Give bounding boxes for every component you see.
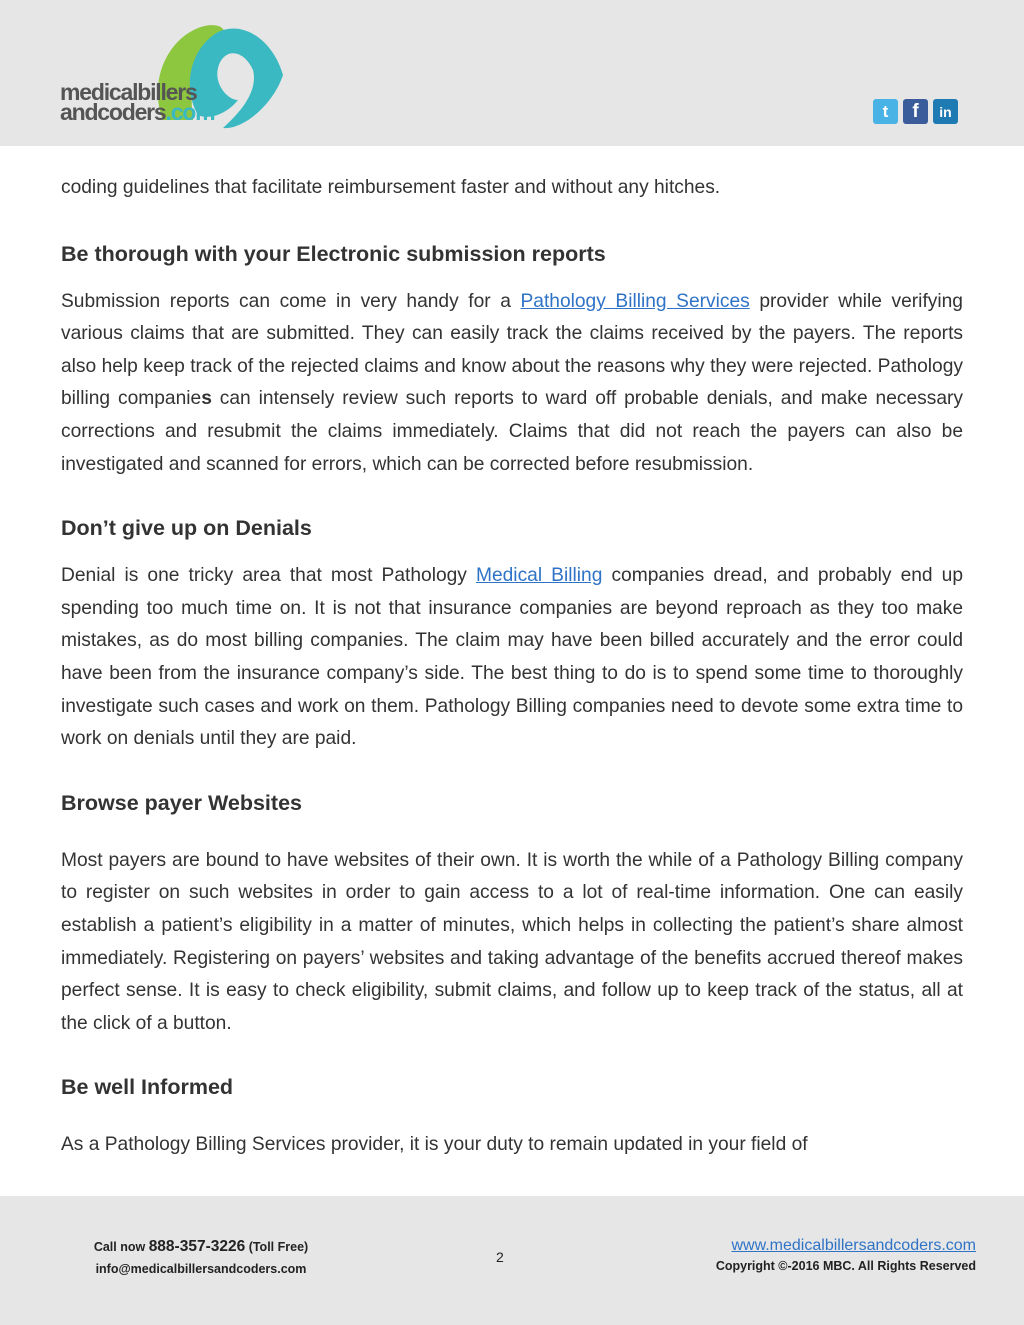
intro-paragraph: coding guidelines that facilitate reimbursement faster and without any hitches.	[61, 177, 721, 198]
twitter-icon[interactable]: t	[873, 99, 898, 124]
toll-free-label: (Toll Free)	[245, 1240, 309, 1254]
text-run: provider while verifying various claims that are submitted. They can easily track the claims received by the payers. The reports also help keep track of the rejected claims and know about the reasons why they were rejected. Pathology billing companie	[61, 290, 963, 410]
phone-number[interactable]: 888-357-3226	[148, 1238, 246, 1255]
page-header	[0, 0, 1024, 146]
call-now-label: Call now	[93, 1240, 149, 1254]
logo-line-1: medicalbillers	[60, 79, 197, 105]
contact-email[interactable]: info@medicalbillersandcoders.com	[95, 1262, 307, 1276]
section-heading-submission-reports: Be thorough with your Electronic submission reports	[61, 241, 606, 266]
text-run: companies dread, and probably end up spending too much time on. It is not that insurance companies are beyond reproach as they too make mistakes, as do most billing companies. The claim may have been billed accurately and the error could have been from the insurance company’s side. The best thing to do is to spend some time to thoroughly investigate such cases and work on them. Pathology Billing companies need to devote some extra time to work on denials until they are paid.	[61, 565, 964, 750]
copyright-text: Copyright ©-2016 MBC. All Rights Reserved	[715, 1259, 976, 1273]
footer-contact	[81, 1236, 321, 1280]
section-paragraph-payer-websites: Most payers are bound to have websites of their own. It is worth the while of a Pathology Billing company to register on such websites in order to gain access to a lot of real-time information. One can easily establish a patient’s eligibility in a matter of minutes, which helps in collecting the patient’s share almost immediately. Registering on payers’ websites and taking advantage of the benefits accrued thereof makes perfect sense. It is easy to check eligibility, submit claims, and follow up to keep track of the status, all at the click of a button.	[61, 849, 963, 1034]
page-number: 2	[496, 1249, 504, 1265]
footer-site-info	[716, 1236, 976, 1276]
section-heading-well-informed: Be well Informed	[61, 1075, 234, 1100]
facebook-icon[interactable]: f	[903, 99, 928, 124]
social-links	[873, 99, 958, 124]
section-heading-denials: Don’t give up on Denials	[61, 516, 312, 541]
medical-billing-link[interactable]: Medical Billing	[475, 565, 603, 587]
section-paragraph-submission-reports	[61, 286, 963, 482]
website-link[interactable]: www.medicalbillersandcoders.com	[731, 1237, 976, 1254]
section-heading-payer-websites: Browse payer Websites	[61, 790, 302, 815]
company-logo[interactable]	[58, 20, 290, 132]
text-run: can intensely review such reports to ward off probable denials, and make necessary corrections and resubmit the claims immediately. Claims that did not reach the payers can also be investigated and scanned for errors, which can be corrected before resubmission.	[61, 388, 963, 475]
logo-wordmark	[60, 79, 215, 125]
pathology-billing-services-link[interactable]: Pathology Billing Services	[520, 290, 750, 312]
logo-domain-suffix: .com	[165, 99, 215, 125]
logo-line-2: andcoders	[60, 99, 166, 125]
page-footer	[0, 1196, 1024, 1325]
section-paragraph-well-informed: As a Pathology Billing Services provider, it is your duty to remain updated in your field of	[61, 1134, 808, 1156]
section-paragraph-denials	[61, 560, 963, 756]
text-run: Submission reports can come in very handy for a	[61, 290, 521, 312]
document-body	[61, 172, 963, 1162]
text-run-bold: s	[201, 388, 212, 410]
text-run: Denial is one tricky area that most Pathology	[61, 565, 476, 587]
linkedin-icon[interactable]: in	[933, 99, 958, 124]
